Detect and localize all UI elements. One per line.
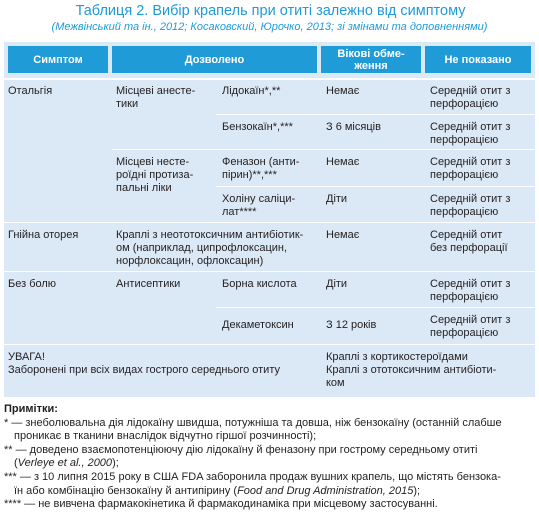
text-line: Місцеві несте- [116, 156, 190, 168]
age-phenazone: Немає [326, 156, 360, 168]
not-indicated-decamethoxin [430, 311, 510, 340]
age-choline-salicylate: Діти [326, 193, 348, 205]
text-line: перфорацією [430, 291, 499, 303]
drops-table [4, 42, 535, 397]
text-line: Середній отит з [430, 156, 511, 168]
not-indicated-benzocaine [430, 118, 510, 147]
text-line: Середній отит з [430, 85, 511, 97]
symptom-painless: Без болю [8, 278, 57, 290]
not-indicated-boric-acid [430, 275, 510, 304]
age-lidocaine: Немає [326, 85, 360, 97]
text-line: перфорацією [430, 134, 499, 146]
text-line: без перфорації [430, 242, 508, 254]
category-nsaid [116, 153, 193, 195]
text-line: Краплі з неототоксичним антибіотик- [116, 229, 304, 241]
notes-section [4, 403, 535, 512]
row-divider [4, 78, 535, 80]
text-line: перфорацією [430, 206, 499, 218]
drug-choline-salicylate [222, 190, 295, 219]
warning-block [8, 348, 280, 377]
row-divider [112, 149, 535, 150]
not-indicated-lidocaine [430, 82, 510, 111]
text-line: перфорацією [430, 327, 499, 339]
note-text: ( [14, 457, 18, 470]
age-purulent: Немає [326, 229, 360, 241]
row-divider [4, 344, 535, 345]
notes-heading: Примітки: [4, 403, 58, 415]
header-not-indicated: Не показано [425, 46, 531, 73]
symptom-purulent-otorrhea: Гнійна оторея [8, 229, 79, 241]
row-divider [216, 307, 535, 308]
text-line: Середній отит з [430, 193, 511, 205]
header-allowed: Дозволено [112, 46, 317, 73]
drug-decamethoxin: Декаметоксин [222, 319, 294, 331]
header-symptom: Симптом [8, 46, 108, 73]
note-1-cont: проникає в тканини внаслідок відчутно гіршої розчинності); [14, 430, 317, 443]
table-title: Таблиця 2. Вибір крапель при отиті залежно від симптому [75, 3, 466, 19]
header-age-line1: Вікові обме- [337, 47, 405, 60]
note-3: *** — з 10 липня 2015 року в США FDA заборонила продаж вушних крапель, що містять бензока- [4, 470, 501, 483]
drug-boric-acid: Борна кислота [222, 278, 297, 290]
header-age-line2: ження [354, 59, 388, 72]
not-indicated-phenazone [430, 153, 510, 182]
note-reference: Food and Drug Administration, 2015 [237, 484, 414, 497]
age-boric-acid: Діти [326, 278, 348, 290]
row-divider [216, 186, 535, 187]
text-line: лат**** [222, 206, 257, 218]
note-2: ** — доведено взаємопотенціюючу дію лідокаїну й феназону при гострому середньому отиті [4, 443, 478, 456]
text-line: перфорацією [430, 169, 499, 181]
drug-lidocaine: Лідокаїн*,** [222, 85, 281, 97]
allowed-purulent [116, 226, 303, 268]
not-indicated-choline-salicylate [430, 190, 510, 219]
text-line: Краплі з ототоксичним антибіоти- [326, 364, 497, 376]
text-line: Середній отит [430, 229, 503, 241]
header-age-limits [321, 46, 421, 73]
note-text: ); [413, 484, 421, 497]
warning-text: Заборонені при всіх видах гострого середнього отиту [8, 364, 280, 376]
row-divider [4, 222, 535, 223]
age-benzocaine: З 6 місяців [326, 121, 381, 133]
drug-benzocaine: Бензокаїн*,*** [222, 121, 293, 133]
category-antiseptics: Антисептики [116, 278, 181, 290]
warning-label: УВАГА! [8, 351, 45, 363]
text-line: Середній отит з [430, 314, 511, 326]
drug-phenazone [222, 153, 299, 182]
note-4: **** — не вивчена фармакокінетика й фармакодинаміка при місцевому застосуванні. [4, 498, 438, 511]
text-line: ом (наприклад, ципрофлоксацин, [116, 242, 288, 254]
text-line: роїдні протиза- [116, 169, 194, 181]
text-line: Середній отит з [430, 121, 511, 133]
forbidden-drops [326, 348, 496, 390]
row-divider [216, 114, 535, 115]
text-line: Холіну саліци- [222, 193, 296, 205]
text-line: перфорацією [430, 98, 499, 110]
note-3-cont [4, 485, 535, 499]
note-text: ); [112, 457, 119, 470]
text-line: Місцеві анесте- [116, 85, 196, 97]
text-line: Середній отит з [430, 278, 511, 290]
text-line: норфлоксацин, офлоксацин) [116, 255, 264, 267]
table-subtitle: (Межвінський та ін., 2012; Косаковский, Юрочко, 2013; зі змінами та доповненнями) [51, 21, 488, 33]
note-2-cont [4, 457, 535, 471]
text-line: пірин)**,*** [222, 169, 277, 181]
category-local-anesthetics [116, 82, 195, 111]
note-text: їн або комбінацію бензокаїну й антипірину ( [14, 484, 238, 497]
text-line: Феназон (анти- [222, 156, 300, 168]
row-divider [4, 271, 535, 272]
symptom-otalgia: Отальгія [8, 85, 53, 97]
not-indicated-purulent [430, 226, 508, 255]
age-decamethoxin: З 12 років [326, 319, 377, 331]
note-1 [4, 417, 535, 431]
text-line: пальні ліки [116, 182, 172, 194]
text-line: ком [326, 377, 345, 389]
text-line: Краплі з кортикостероїдами [326, 351, 468, 363]
text-line: тики [116, 98, 139, 110]
note-text: * — знеболювальна дія лідокаїну швидша, потужніша та довша, ніж бензокаїну (останній слабше [4, 416, 502, 429]
note-reference: Verleye et al., 2000 [17, 457, 113, 470]
